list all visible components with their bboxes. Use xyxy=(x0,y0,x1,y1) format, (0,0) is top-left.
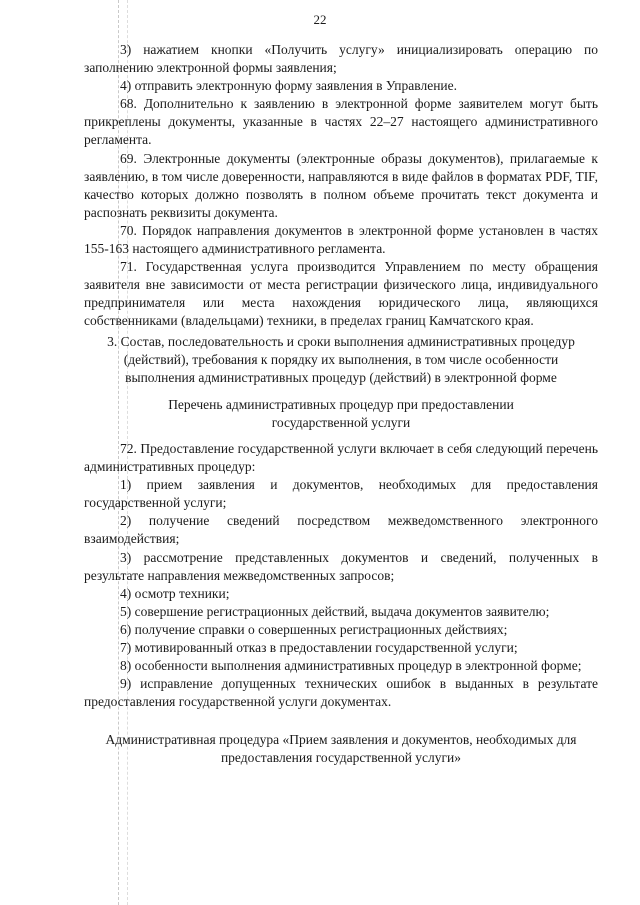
paragraph: 3) нажатием кнопки «Получить услугу» инициализировать операцию по заполнению электронной формы заявления; xyxy=(84,42,598,76)
list-item: 9) исправление допущенных технических ошибок в выданных в результате предоставления государственной услуги документах. xyxy=(84,676,598,710)
paragraph: 68. Дополнительно к заявлению в электронной форме заявителем могут быть прикреплены документы, указанные в частях 22–27 настоящего административного регламента. xyxy=(84,96,598,148)
list-item: 5) совершение регистрационных действий, выдача документов заявителю; xyxy=(120,603,550,619)
list-item: 7) мотивированный отказ в предоставлении государственной услуги; xyxy=(120,640,518,655)
list-item: 4) осмотр техники; xyxy=(120,585,230,601)
procedures-list xyxy=(84,476,598,711)
list-item: 1) прием заявления и документов, необходимых для предоставления государственной услуги; xyxy=(84,477,598,511)
list-item: 8) особенности выполнения административных процедур в электронной форме; xyxy=(120,658,582,674)
section-heading: 3. Состав, последовательность и сроки выполнения административных процедур (действий), требования к порядку их выполнения, в том числе особенности выполнения административных процедур (действий) в электронной форме xyxy=(107,333,575,385)
paragraph: 72. Предоставление государственной услуги включает в себя следующий перечень административных процедур: xyxy=(84,440,598,475)
document-body xyxy=(84,41,598,768)
paragraph: 70. Порядок направления документов в электронной форме установлен в частях 155-163 настоящего административного регламента. xyxy=(84,222,598,257)
list-item: 2) получение сведений посредством межведомственного электронного взаимодействия; xyxy=(84,513,598,547)
paragraph: 4) отправить электронную форму заявления в Управление. xyxy=(120,78,458,94)
page-number: 22 xyxy=(313,12,327,27)
paragraph: 71. Государственная услуга производится Управлением по месту обращения заявителя вне зависимости от места регистрации физического лица, индивидуального предпринимателя или места нахождения юридического лица, являющихся собственниками (владельцами) техники, в пределах границ Камчатского края. xyxy=(84,259,598,329)
subsection-heading: Перечень административных процедур при предоставлении государственной услуги xyxy=(168,396,514,430)
list-item: 3) рассмотрение представленных документов и сведений, полученных в результате направления межведомственных запросов; xyxy=(84,549,598,583)
procedure-heading: Административная процедура «Прием заявления и документов, необходимых для предоставления государственной услуги» xyxy=(105,732,577,766)
paragraph: 69. Электронные документы (электронные образы документов), прилагаемые к заявлению, в том числе доверенности, направляются в виде файлов в форматах PDF, TIF, качество которых должно позволять в полном объеме прочитать текст документа и распознать реквизиты документа. xyxy=(84,150,598,220)
list-item: 6) получение справки о совершенных регистрационных действиях; xyxy=(120,621,508,637)
